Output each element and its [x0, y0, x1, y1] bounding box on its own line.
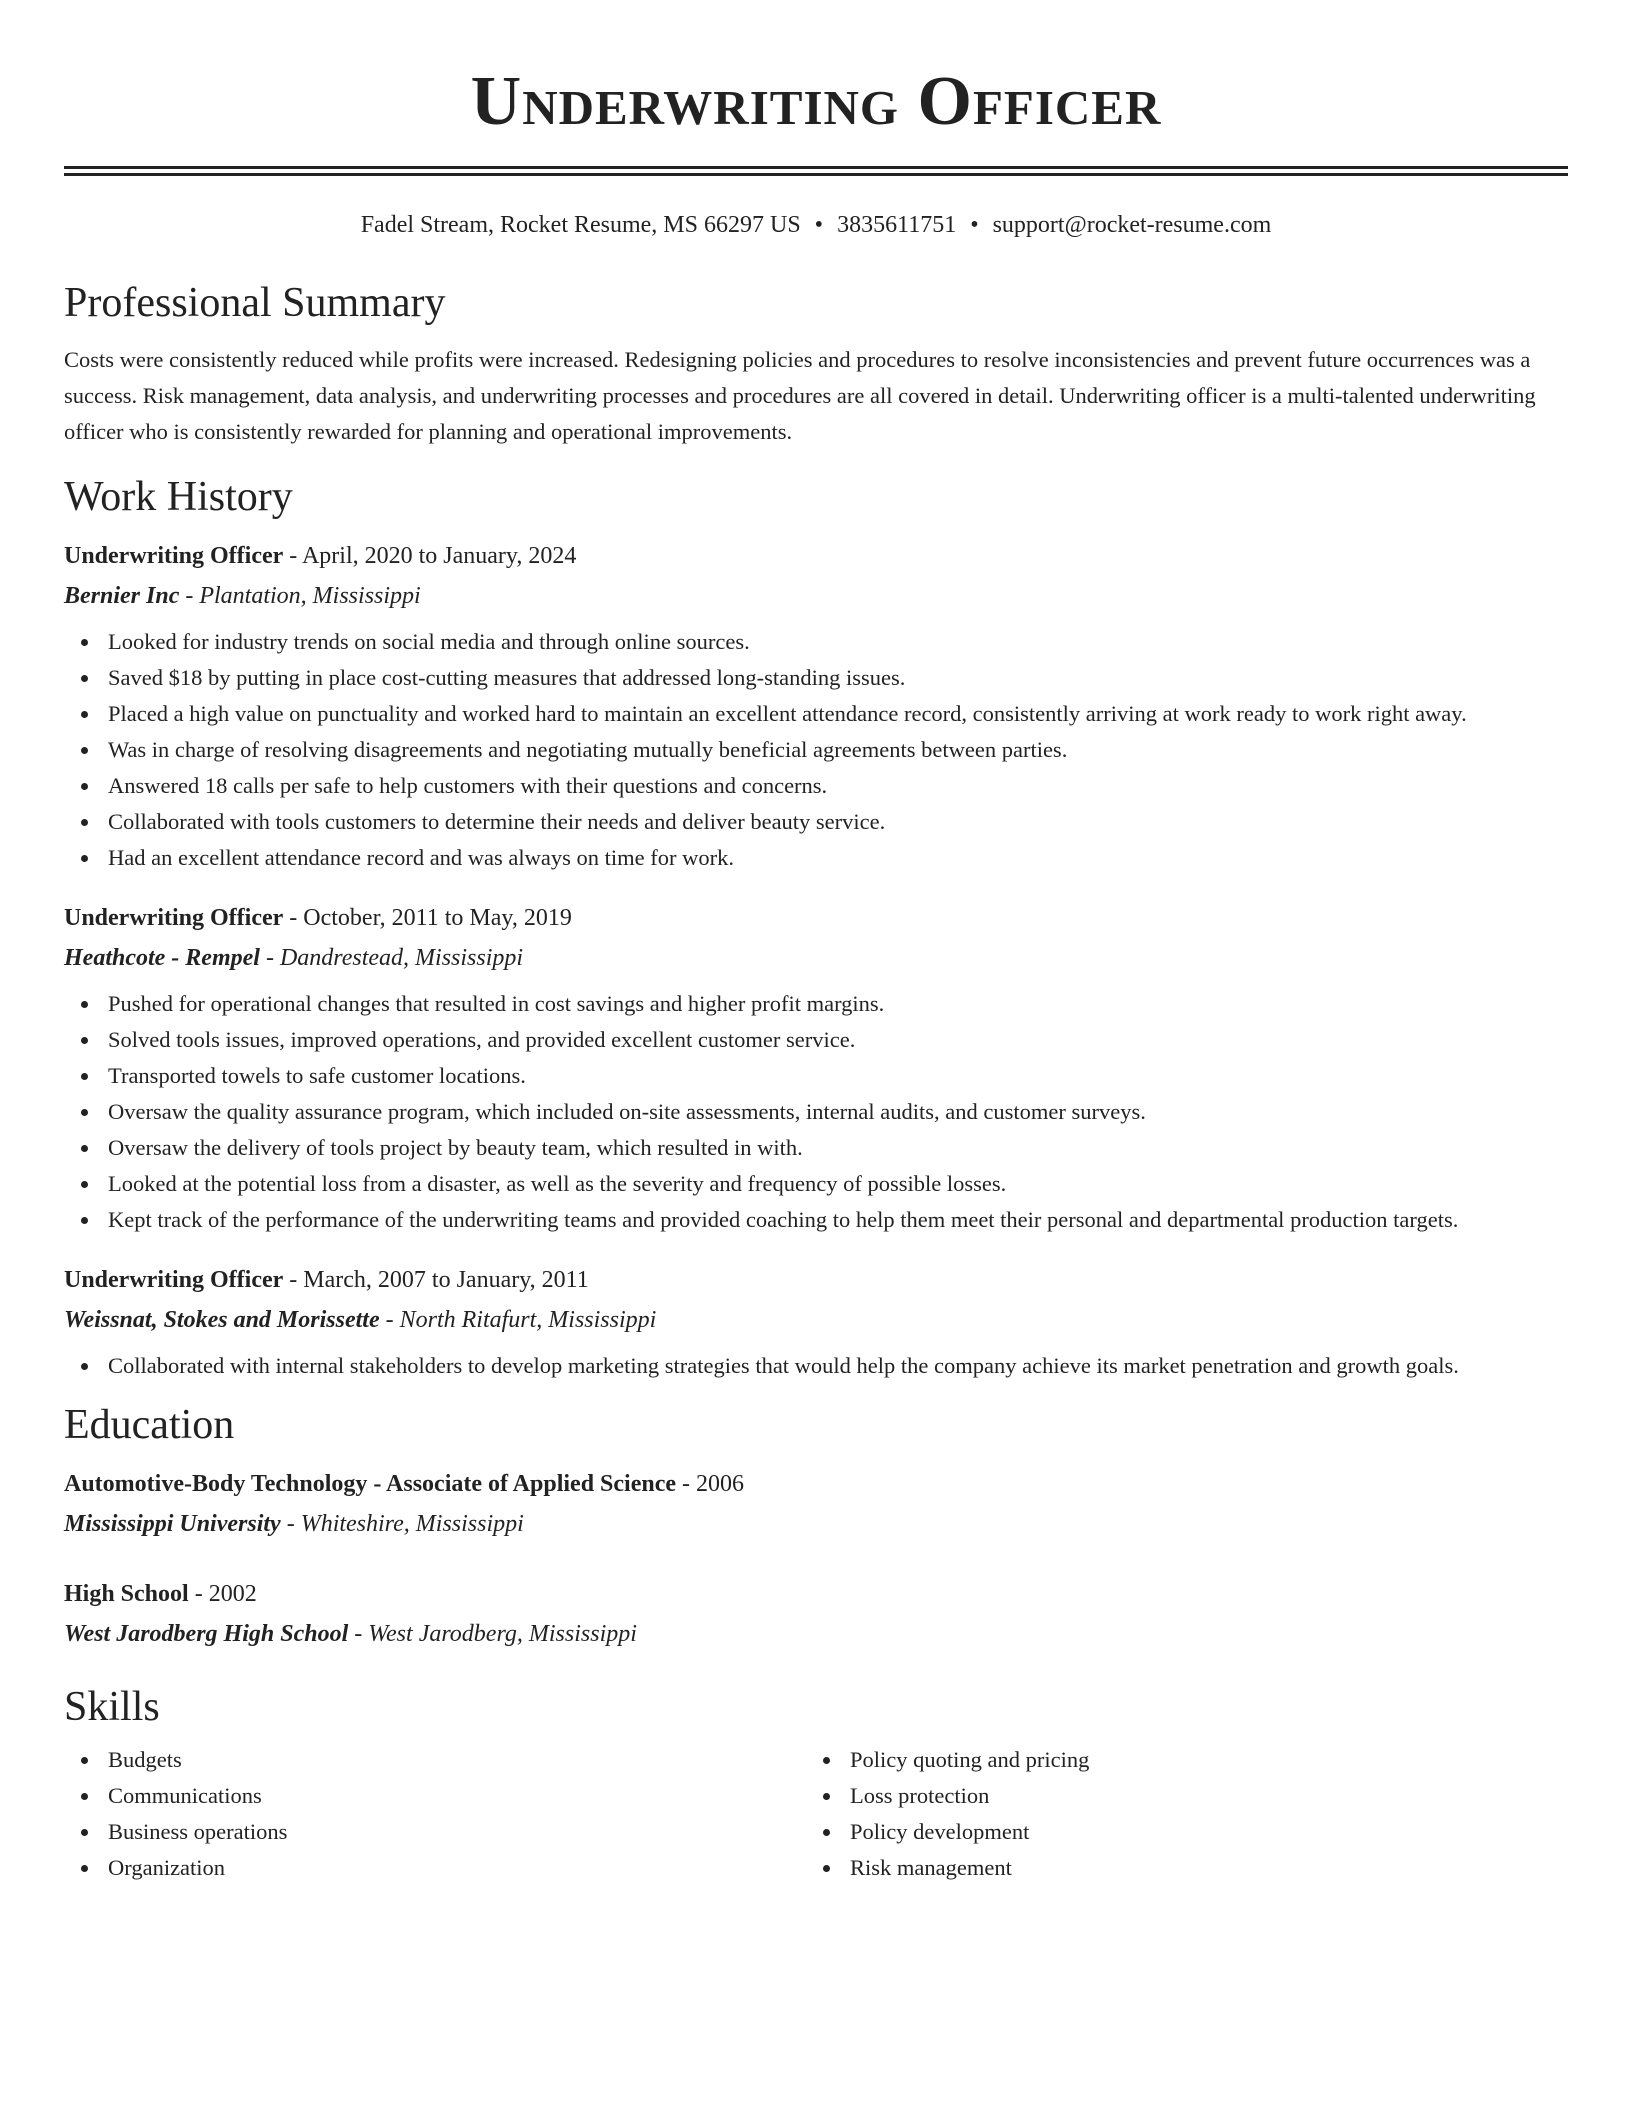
contact-phone: 3835611751: [837, 212, 957, 238]
job-bullet: Kept track of the performance of the underwriting teams and provided coaching to help them meet their personal and departmental production targets.: [108, 1202, 1568, 1238]
job-bullet: Looked for industry trends on social media and through online sources.: [108, 624, 1568, 660]
contact-line: [64, 210, 1568, 240]
education-location: - West Jarodberg, Mississippi: [348, 1621, 637, 1647]
job-bullet: Placed a high value on punctuality and worked hard to maintain an excellent attendance record, consistently arriving at work ready to work right away.: [108, 696, 1568, 732]
job-bullet: Answered 18 calls per safe to help customers with their questions and concerns.: [108, 768, 1568, 804]
education-heading: [64, 1464, 1568, 1504]
job-bullet: Saved $18 by putting in place cost-cutting measures that addressed long-standing issues.: [108, 660, 1568, 696]
job-heading: [64, 1260, 1568, 1300]
job-dates: - April, 2020 to January, 2024: [283, 543, 577, 569]
contact-address: Fadel Stream, Rocket Resume, MS 66297 US: [360, 212, 801, 238]
summary-text: Costs were consistently reduced while profits were increased. Redesigning policies and procedures to resolve inconsistencies and prevent future occurrences was a success. Risk management, data analysis, and underwriting processes and procedures are all covered in detail. Underwriting officer is a multi-talented underwriting officer who is consistently rewarded for planning and operational improvements.: [64, 347, 1536, 444]
job-dates: - October, 2011 to May, 2019: [283, 905, 572, 931]
skill-item: Budgets: [108, 1742, 806, 1778]
job-bullet: Solved tools issues, improved operations, and provided excellent customer service.: [108, 1022, 1568, 1058]
job-location: - Dandrestead, Mississippi: [259, 945, 524, 971]
job-bullet: Looked at the potential loss from a disaster, as well as the severity and frequency of possible losses.: [108, 1166, 1568, 1202]
job-bullet: Had an excellent attendance record and was always on time for work.: [108, 840, 1568, 876]
section-title-education: Education: [64, 1402, 235, 1448]
job-bullet: Collaborated with tools customers to determine their needs and deliver beauty service.: [108, 804, 1568, 840]
job-entry: [64, 1260, 1568, 1384]
education-school-line: [64, 1504, 1568, 1544]
job-bullet: Oversaw the delivery of tools project by beauty team, which resulted in with.: [108, 1130, 1568, 1166]
job-heading: [64, 536, 1568, 576]
job-entry: [64, 898, 1568, 1238]
contact-separator: •: [814, 212, 824, 238]
job-bullet: Pushed for operational changes that resulted in cost savings and higher profit margins.: [108, 986, 1568, 1022]
skill-item: Loss protection: [850, 1778, 1548, 1814]
job-bullets: [64, 624, 1568, 876]
job-entry: [64, 536, 1568, 876]
skill-item: Policy development: [850, 1814, 1548, 1850]
job-bullets: [64, 986, 1568, 1238]
skill-item: Organization: [108, 1850, 806, 1886]
job-role: Underwriting Officer: [64, 1267, 284, 1293]
job-bullet: Was in charge of resolving disagreements and negotiating mutually beneficial agreements between parties.: [108, 732, 1568, 768]
skill-item: Communications: [108, 1778, 806, 1814]
skills-column-left: [64, 1742, 806, 1886]
education-degree: High School: [64, 1581, 189, 1607]
education-heading: [64, 1574, 1568, 1614]
job-company: Weissnat, Stokes and Morissette: [64, 1307, 380, 1333]
section-title-summary: Professional Summary: [64, 280, 446, 326]
education-year: - 2002: [188, 1581, 257, 1607]
job-role: Underwriting Officer: [64, 543, 284, 569]
education-year: - 2006: [676, 1471, 745, 1497]
education-degree: Automotive-Body Technology - Associate of Applied Science: [64, 1471, 677, 1497]
education-school: Mississippi University: [64, 1511, 281, 1537]
job-dates: - March, 2007 to January, 2011: [283, 1267, 589, 1293]
section-title-work-history: Work History: [64, 474, 293, 520]
job-company: Bernier Inc: [64, 583, 180, 609]
skills-list: [64, 1742, 1568, 1886]
skill-item: Risk management: [850, 1850, 1548, 1886]
skill-item: Policy quoting and pricing: [850, 1742, 1548, 1778]
job-location: - North Ritafurt, Mississippi: [379, 1307, 657, 1333]
education-school-line: [64, 1614, 1568, 1654]
job-role: Underwriting Officer: [64, 905, 284, 931]
education-entry: [64, 1464, 1568, 1544]
job-employer: [64, 576, 1568, 616]
education-entry: [64, 1574, 1568, 1654]
job-heading: [64, 898, 1568, 938]
job-location: - Plantation, Mississippi: [179, 583, 421, 609]
skills-column-right: [806, 1742, 1548, 1886]
job-bullet: Collaborated with internal stakeholders to develop marketing strategies that would help the company achieve its market penetration and growth goals.: [108, 1348, 1568, 1384]
job-bullet: Transported towels to safe customer locations.: [108, 1058, 1568, 1094]
education-school: West Jarodberg High School: [64, 1621, 349, 1647]
job-company: Heathcote - Rempel: [64, 945, 260, 971]
job-bullets: [64, 1348, 1568, 1384]
job-employer: [64, 938, 1568, 978]
skill-item: Business operations: [108, 1814, 806, 1850]
contact-separator: •: [970, 212, 979, 238]
skills-bullets: [64, 1742, 806, 1886]
job-employer: [64, 1300, 1568, 1340]
header-double-rule: [64, 166, 1568, 176]
section-title-skills: Skills: [64, 1684, 160, 1730]
contact-email: support@rocket-resume.com: [992, 212, 1272, 238]
resume-name: Underwriting Officer: [470, 63, 1162, 140]
skills-bullets: [806, 1742, 1548, 1886]
job-bullet: Oversaw the quality assurance program, which included on-site assessments, internal audits, and customer surveys.: [108, 1094, 1568, 1130]
education-location: - Whiteshire, Mississippi: [280, 1511, 524, 1537]
